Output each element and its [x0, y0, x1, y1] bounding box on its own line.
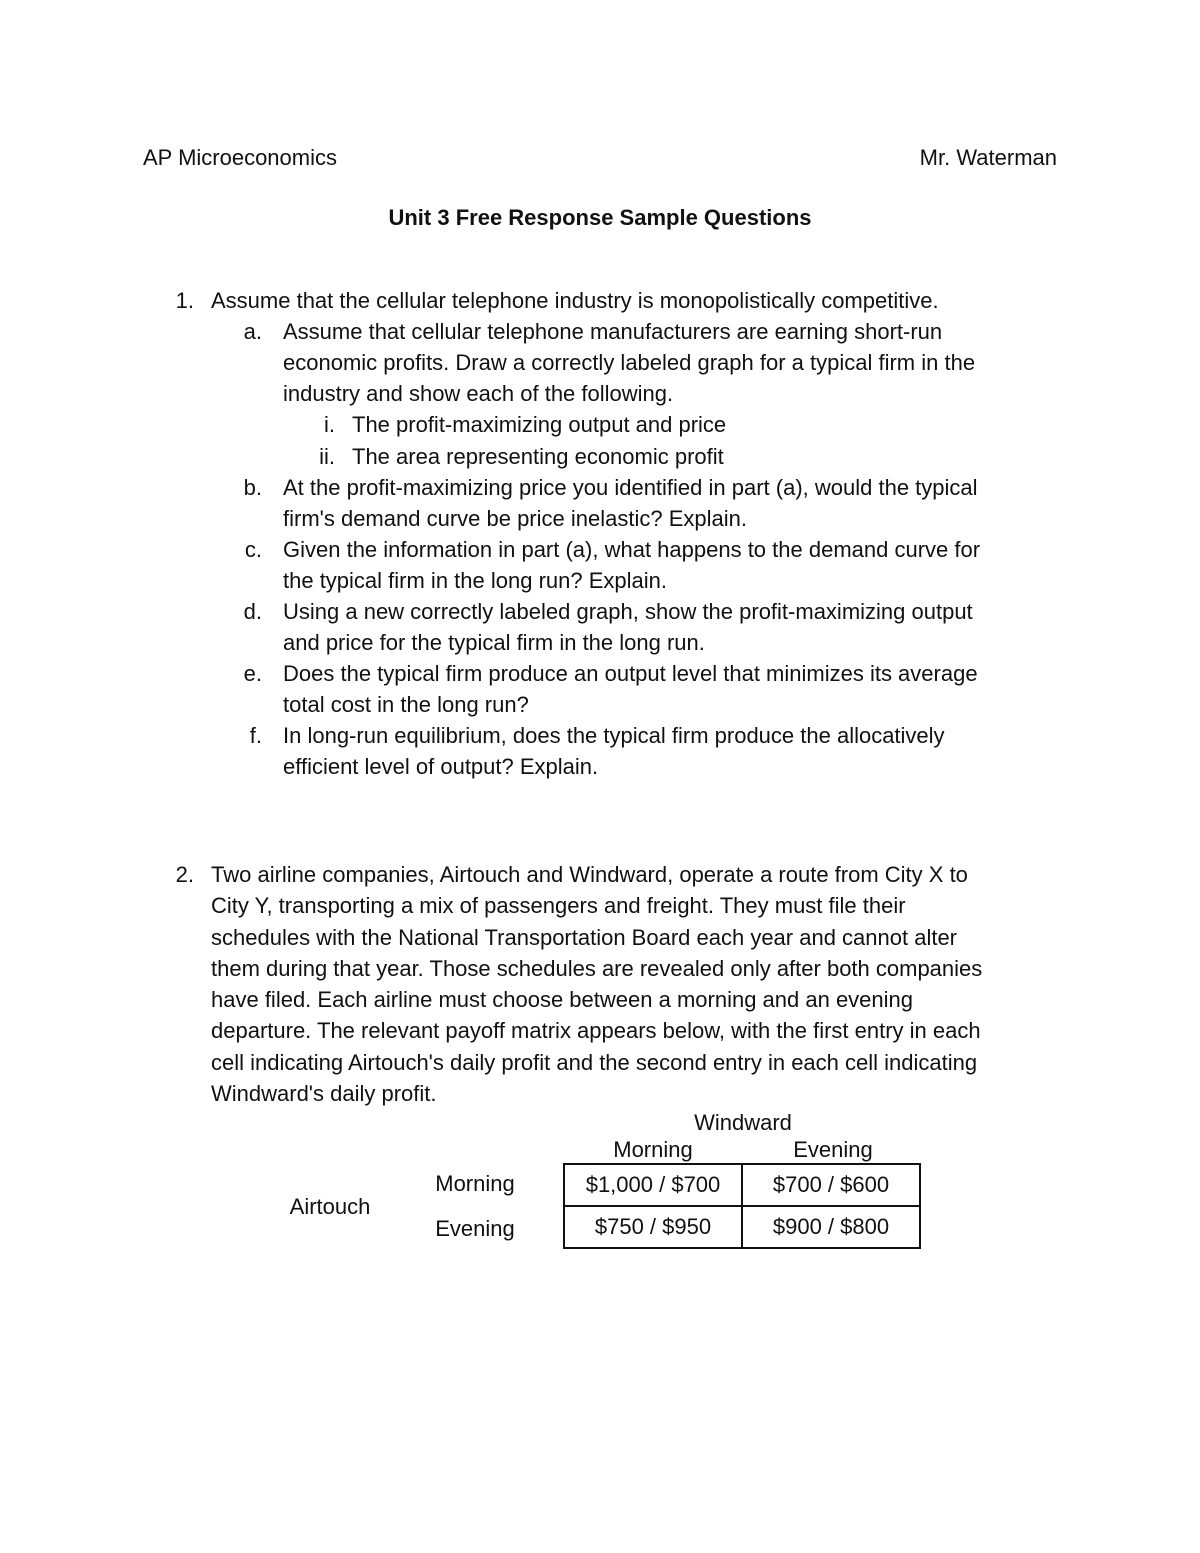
question-2-line: them during that year. Those schedules are revealed only after both companies	[211, 955, 983, 981]
table-row	[564, 1164, 920, 1206]
payoff-cell: $700 / $600	[742, 1164, 920, 1206]
question-2-line: Two airline companies, Airtouch and Windward, operate a route from City X to	[211, 862, 968, 887]
table-row	[564, 1206, 920, 1248]
teacher-name: Mr. Waterman	[919, 145, 1057, 170]
part-b-line-2: firm's demand curve be price inelastic? Explain.	[283, 506, 747, 531]
part-d-line-1: Using a new correctly labeled graph, show the profit-maximizing output	[283, 599, 973, 624]
part-d-line-2: and price for the typical firm in the long run.	[283, 630, 705, 655]
course-name: AP Microeconomics	[143, 145, 337, 170]
row-player-label: Airtouch	[289, 1194, 371, 1219]
payoff-cell: $750 / $950	[564, 1206, 742, 1248]
part-a-marker: a.	[243, 319, 262, 344]
column-player-label: Windward	[694, 1110, 792, 1135]
part-e-line-1: Does the typical firm produce an output level that minimizes its average	[283, 661, 978, 686]
subpart-ii-text: The area representing economic profit	[352, 444, 724, 469]
question-2-line: Windward's daily profit.	[211, 1081, 437, 1107]
part-e-marker: e.	[243, 661, 262, 686]
payoff-matrix	[563, 1163, 921, 1249]
question-1-text: Assume that the cellular telephone industry is monopolistically competitive.	[211, 288, 939, 313]
part-b-marker: b.	[243, 475, 262, 500]
payoff-cell: $900 / $800	[742, 1206, 920, 1248]
question-2-line: departure. The relevant payoff matrix appears below, with the first entry in each	[211, 1018, 981, 1044]
row-header-morning: Morning	[435, 1171, 515, 1196]
part-a-line-3: industry and show each of the following.	[283, 381, 674, 406]
part-e-line-2: total cost in the long run?	[283, 692, 529, 717]
question-2-line: schedules with the National Transportation Board each year and cannot alter	[211, 924, 958, 950]
page-title: Unit 3 Free Response Sample Questions	[388, 205, 812, 230]
part-b-line-1: At the profit-maximizing price you identified in part (a), would the typical	[283, 475, 978, 500]
subpart-i-text: The profit-maximizing output and price	[352, 412, 727, 437]
part-c-line-1: Given the information in part (a), what happens to the demand curve for	[283, 537, 981, 562]
part-a-line-2: economic profits. Draw a correctly labeled graph for a typical firm in the	[283, 350, 976, 375]
part-d-marker: d.	[243, 599, 262, 624]
part-a-line-1: Assume that cellular telephone manufacturers are earning short-run	[283, 319, 943, 344]
subpart-ii-marker: ii.	[319, 444, 335, 469]
column-header-evening: Evening	[793, 1137, 873, 1162]
subpart-i-marker: i.	[324, 412, 335, 437]
question-2-number: 2.	[175, 862, 194, 887]
part-c-line-2: the typical firm in the long run? Explain.	[283, 568, 667, 593]
column-header-morning: Morning	[613, 1137, 693, 1162]
payoff-cell: $1,000 / $700	[564, 1164, 742, 1206]
question-2-line: have filed. Each airline must choose between a morning and an evening	[211, 987, 914, 1013]
question-2-line: City Y, transporting a mix of passengers and freight. They must file their	[211, 893, 906, 919]
part-f-line-1: In long-run equilibrium, does the typical firm produce the allocatively	[283, 723, 945, 748]
row-header-evening: Evening	[435, 1216, 515, 1241]
part-f-line-2: efficient level of output? Explain.	[283, 754, 599, 779]
question-2-text	[211, 859, 982, 1109]
part-f-marker: f.	[249, 723, 262, 748]
question-2-line: cell indicating Airtouch's daily profit and the second entry in each cell indicating	[211, 1049, 978, 1075]
question-1-number: 1.	[175, 288, 194, 313]
part-c-marker: c.	[244, 537, 262, 562]
